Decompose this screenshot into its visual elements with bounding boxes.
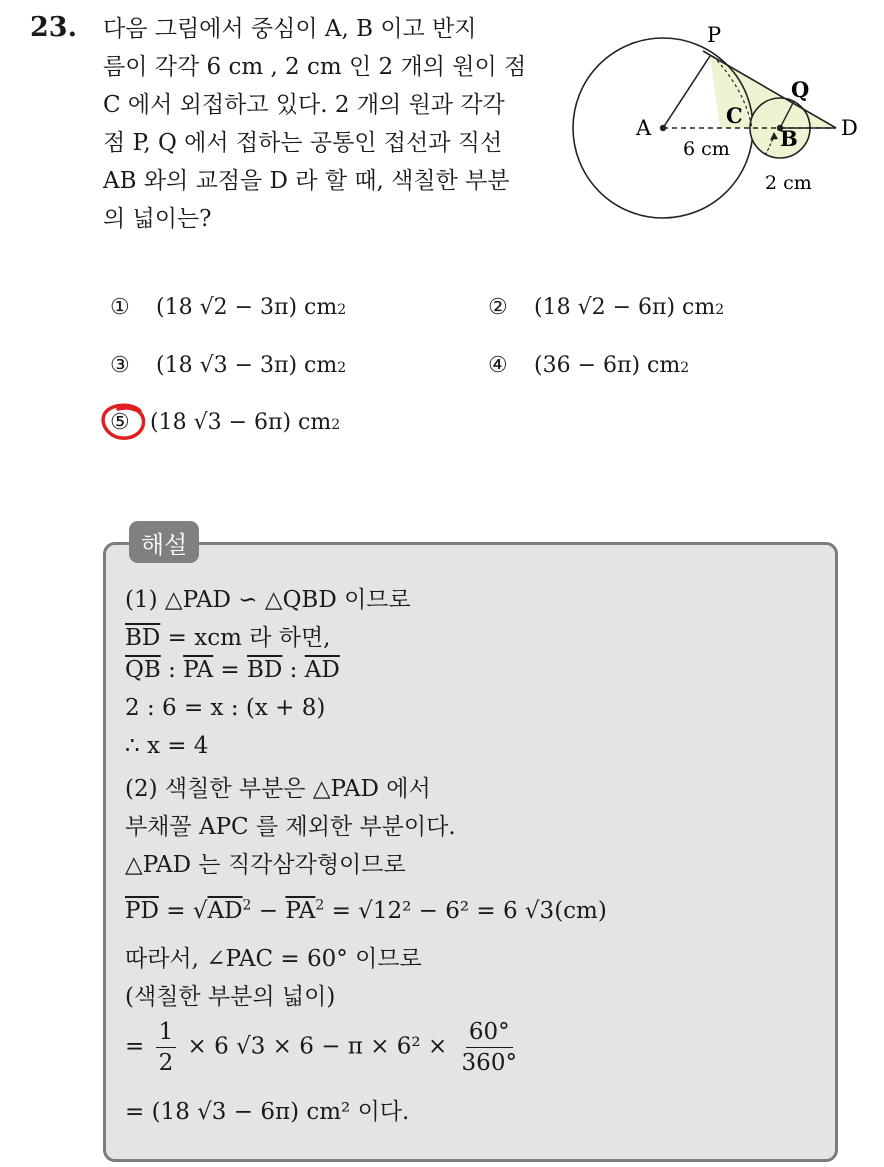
segment-qb: $\overline{QB}$ bbox=[125, 657, 161, 683]
choice-5[interactable]: ⑤ (18 √3 − 6π) cm 2 bbox=[110, 410, 341, 435]
solution-line-4: 2 : 6 = x : (x + 8) bbox=[125, 695, 326, 721]
choice-number: ⑤ bbox=[110, 410, 130, 435]
question-line: 의 넓이는? bbox=[103, 206, 212, 232]
solution-line-6: (2) 색칠한 부분은 △PAD 에서 bbox=[125, 776, 431, 802]
question-text bbox=[103, 10, 555, 238]
solution-line-9 bbox=[125, 898, 607, 924]
question-line: 점 P, Q 에서 접하는 공통인 접선과 직선 bbox=[103, 130, 503, 156]
solution-line-11: (색칠한 부분의 넓이) bbox=[125, 984, 336, 1010]
exponent: 2 bbox=[242, 897, 252, 914]
segment-ad: AD bbox=[207, 898, 243, 924]
text: − bbox=[251, 898, 286, 924]
choice-3[interactable]: ③ (18 √3 − 3π) cm 2 bbox=[110, 353, 347, 378]
text: = bbox=[213, 657, 248, 683]
segment-pa: $\overline{PA}$ bbox=[285, 898, 316, 924]
choice-expression: (36 − 6π) cm bbox=[534, 353, 681, 378]
solution-line-3 bbox=[125, 657, 340, 683]
fraction-half bbox=[156, 1017, 177, 1078]
solution-line-5: ∴ x = 4 bbox=[125, 733, 209, 759]
choice-number: ① bbox=[110, 295, 130, 320]
numerator: 60° bbox=[466, 1017, 513, 1048]
question-line: AB 와의 교점을 D 라 할 때, 색칠한 부분 bbox=[103, 168, 510, 194]
segment-bd: $\overline{BD}$ bbox=[247, 657, 283, 683]
segment-pa: $\overline{PA}$ bbox=[183, 657, 214, 683]
choice-expression: (18 √2 − 3π) cm bbox=[156, 295, 338, 320]
fraction-angle bbox=[459, 1017, 520, 1078]
text: = bbox=[125, 1033, 152, 1060]
solution-line-1: (1) △PAD ∽ △QBD 이므로 bbox=[125, 587, 411, 613]
solution-tag: 해설 bbox=[129, 521, 199, 563]
solution-line-10: 따라서, ∠PAC = 60° 이므로 bbox=[125, 946, 422, 972]
denominator: 360° bbox=[461, 1050, 517, 1076]
label-a: A bbox=[636, 116, 652, 140]
text: : bbox=[282, 657, 305, 683]
solution-line-2 bbox=[125, 619, 331, 652]
choice-2[interactable]: ② (18 √2 − 6π) cm 2 bbox=[488, 295, 725, 320]
label-6cm: 6 cm bbox=[683, 138, 730, 160]
text: = √12² − 6² = 6 √3(cm) bbox=[324, 898, 607, 924]
choice-number: ③ bbox=[110, 353, 130, 378]
text: = xcm 라 하면, bbox=[160, 625, 331, 651]
question-line: 다음 그림에서 중심이 A, B 이고 반지 bbox=[103, 16, 477, 42]
exponent: 2 bbox=[315, 897, 325, 914]
numerator: 1 bbox=[156, 1017, 177, 1048]
center-a-dot bbox=[660, 125, 666, 131]
segment-bd: $\overline{BD}$ bbox=[125, 625, 161, 651]
label-2cm: 2 cm bbox=[765, 172, 812, 194]
label-q: Q bbox=[791, 77, 810, 102]
text: : bbox=[160, 657, 184, 683]
segment-ad: $\overline{AD}$ bbox=[304, 657, 340, 683]
choice-number: ② bbox=[488, 295, 508, 320]
label-c: C bbox=[726, 103, 743, 128]
choice-1[interactable]: ① (18 √2 − 3π) cm 2 bbox=[110, 295, 347, 320]
solution-line-13: = (18 √3 − 6π) cm² 이다. bbox=[125, 1099, 410, 1125]
solution-line-8: △PAD 는 직각삼각형이므로 bbox=[125, 852, 406, 878]
choice-expression: (18 √3 − 3π) cm bbox=[156, 353, 338, 378]
label-d: D bbox=[841, 116, 858, 140]
choice-expression: (18 √3 − 6π) cm bbox=[150, 410, 332, 435]
choice-expression: (18 √2 − 6π) cm bbox=[534, 295, 716, 320]
text: = √ bbox=[158, 898, 208, 924]
segment-pd: $\overline{PD}$ bbox=[125, 898, 159, 924]
question-line: C 에서 외접하고 있다. 2 개의 원과 각각 bbox=[103, 92, 505, 118]
choice-number: ④ bbox=[488, 353, 508, 378]
solution-line-12 bbox=[125, 1017, 524, 1078]
radius-ap bbox=[663, 56, 710, 128]
question-number: 23. bbox=[30, 12, 77, 43]
text: × 6 √3 × 6 − π × 6² × bbox=[180, 1033, 455, 1060]
label-p: P bbox=[707, 23, 722, 47]
choice-4[interactable]: ④ (36 − 6π) cm 2 bbox=[488, 353, 690, 378]
label-b: B bbox=[780, 126, 798, 151]
answer-circle-mark bbox=[100, 401, 150, 443]
solution-line-7: 부채꼴 APC 를 제외한 부분이다. bbox=[125, 814, 456, 840]
geometry-figure bbox=[560, 15, 875, 250]
question-line: 름이 각각 6 cm , 2 cm 인 2 개의 원이 점 bbox=[103, 54, 527, 80]
denominator: 2 bbox=[158, 1050, 174, 1076]
